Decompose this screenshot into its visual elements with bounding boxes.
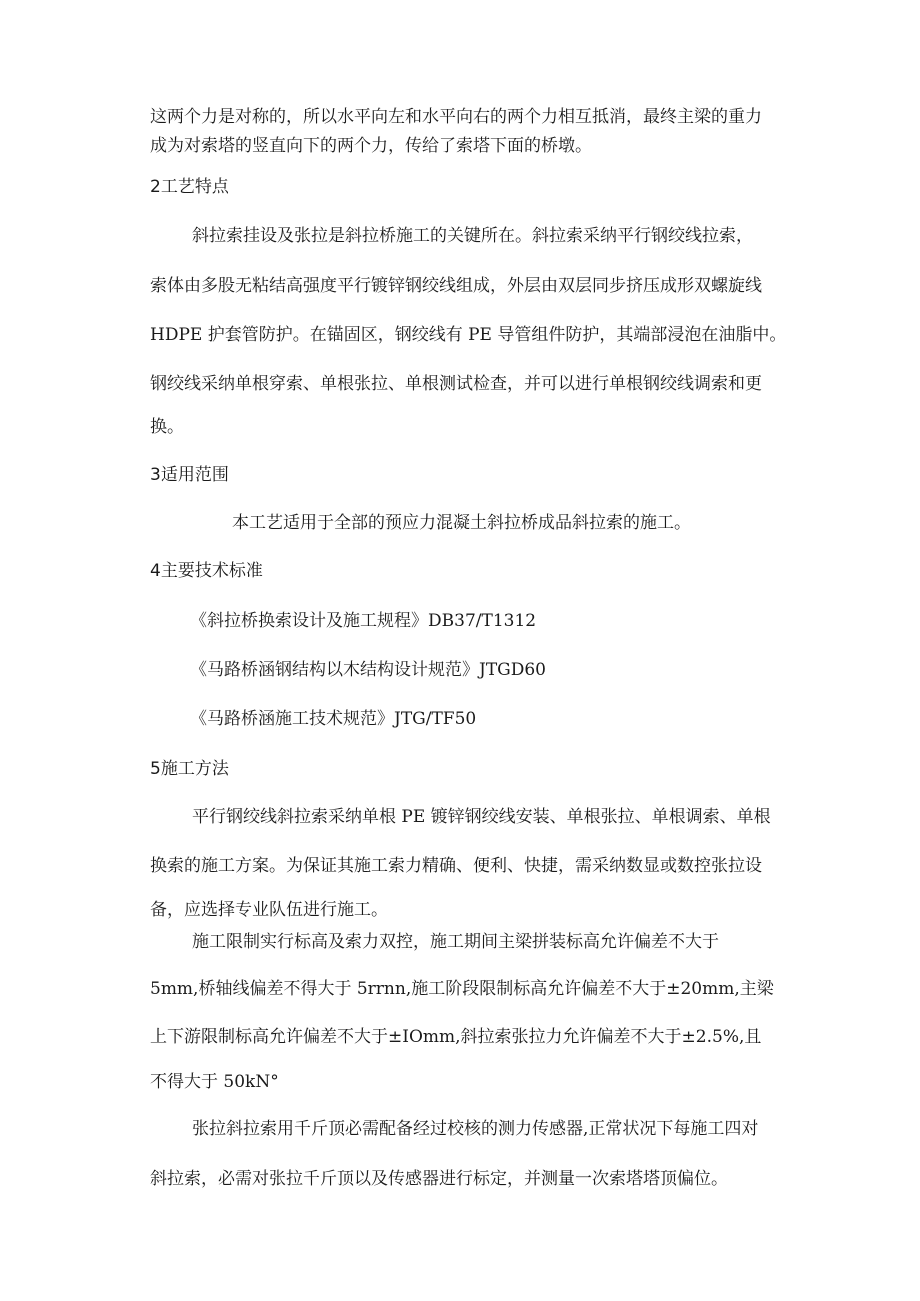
paragraph-line: 换索的施工方案。为保证其施工索力精确、便利、快捷，需采纳数显或数控张拉设	[150, 856, 762, 876]
paragraph-line: 5mm,桥轴线偏差不得大于 5rrnn,施工阶段限制标高允许偏差不大于±20mm,主梁	[150, 979, 774, 999]
standard-item: 《马路桥涵施工技术规范》JTG/TF50	[190, 709, 477, 729]
section-heading-process-features: 2工艺特点	[150, 177, 229, 197]
paragraph-line: 张拉斜拉索用千斤顶必需配备经过校核的测力传感器,正常状况下每施工四对	[192, 1119, 759, 1139]
section-heading-construction-method: 5施工方法	[150, 759, 229, 779]
section-heading-scope: 3适用范围	[150, 465, 229, 485]
standard-item: 《斜拉桥换索设计及施工规程》DB37/T1312	[190, 611, 537, 631]
paragraph-line: 斜拉索挂设及张拉是斜拉桥施工的关键所在。斜拉索采纳平行钢绞线拉索，	[192, 226, 753, 246]
paragraph-line: 施工限制实行标高及索力双控，施工期间主梁拼装标高允许偏差不大于	[192, 932, 719, 952]
intro-line: 成为对索塔的竖直向下的两个力，传给了索塔下面的桥墩。	[150, 136, 592, 156]
paragraph-line: 换。	[150, 417, 184, 437]
paragraph-line: 斜拉索，必需对张拉千斤顶以及传感器进行标定，并测量一次索塔塔顶偏位。	[150, 1169, 728, 1189]
paragraph-line: 上下游限制标高允许偏差不大于±IOmm,斜拉索张拉力允许偏差不大于±2.5%,且	[150, 1027, 762, 1047]
paragraph-line: 平行钢绞线斜拉索采纳单根 PE 镀锌钢绞线安装、单根张拉、单根调索、单根	[192, 807, 771, 827]
intro-line: 这两个力是对称的，所以水平向左和水平向右的两个力相互抵消，最终主梁的重力	[150, 107, 762, 127]
paragraph-line: 备，应选择专业队伍进行施工。	[150, 900, 388, 920]
paragraph-line: 钢绞线采纳单根穿索、单根张拉、单根测试检查，并可以进行单根钢绞线调索和更	[150, 374, 762, 394]
standard-item: 《马路桥涵钢结构以木结构设计规范》JTGD60	[190, 660, 546, 680]
paragraph-line: 索体由多股无粘结高强度平行镀锌钢绞线组成，外层由双层同步挤压成形双螺旋线	[150, 276, 762, 296]
paragraph-line: HDPE 护套管防护。在锚固区，钢绞线有 PE 导管组件防护，其端部浸泡在油脂中。	[150, 325, 787, 345]
paragraph-line: 本工艺适用于全部的预应力混凝土斜拉桥成品斜拉索的施工。	[232, 513, 691, 533]
paragraph-line: 不得大于 50kN°	[150, 1072, 279, 1092]
section-heading-standards: 4主要技术标准	[150, 561, 263, 581]
